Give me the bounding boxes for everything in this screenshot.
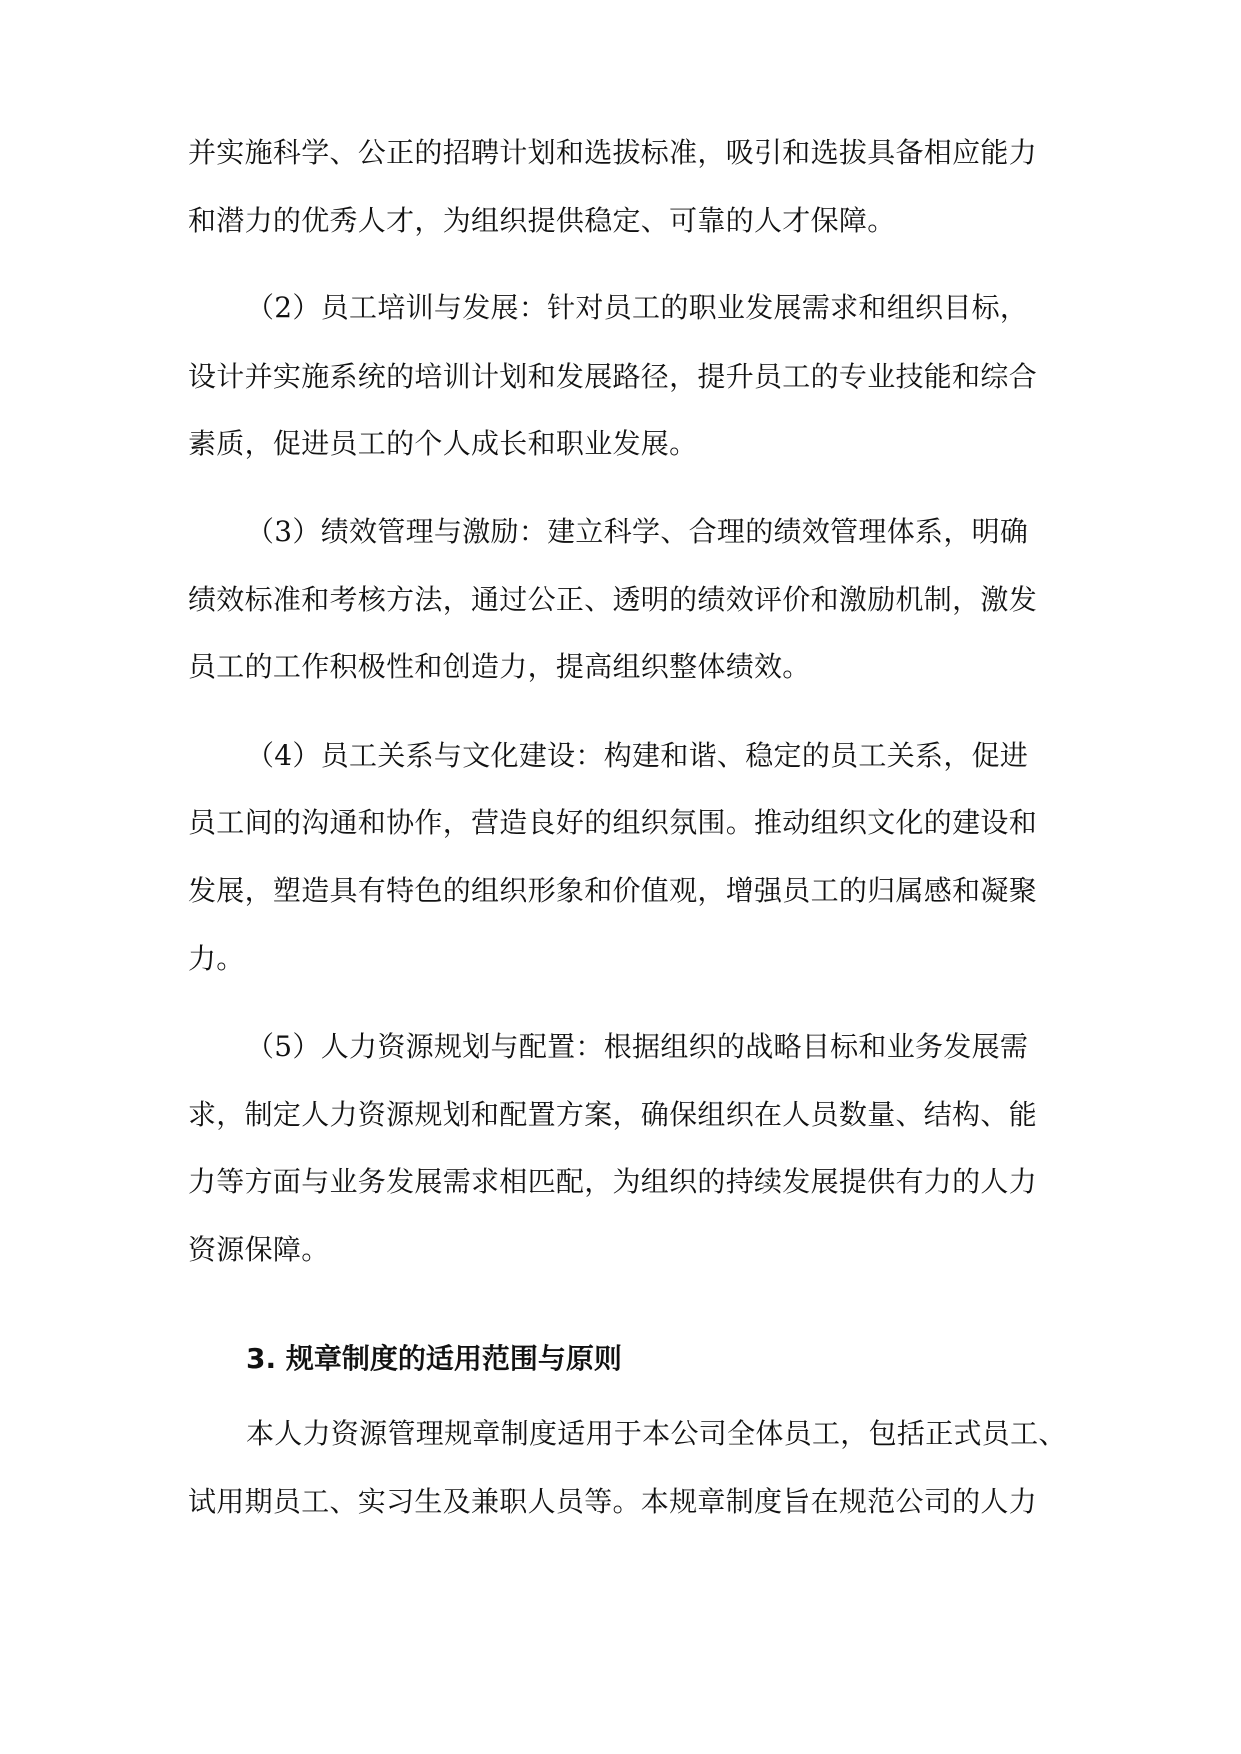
paragraph-line: （4）员工关系与文化建设：构建和谐、稳定的员工关系，促进 [246, 739, 1029, 772]
paragraph-line: 本人力资源管理规章制度适用于本公司全体员工，包括正式员工、 [246, 1417, 1067, 1450]
paragraph-line: 试用期员工、实习生及兼职人员等。本规章制度旨在规范公司的人力 [188, 1485, 1038, 1518]
paragraph-line: 设计并实施系统的培训计划和发展路径，提升员工的专业技能和综合 [188, 360, 1038, 393]
section-heading: 3. 规章制度的适用范围与原则 [246, 1342, 622, 1375]
paragraph-line: 求，制定人力资源规划和配置方案，确保组织在人员数量、结构、能 [188, 1098, 1038, 1131]
paragraph-line: 和潜力的优秀人才，为组织提供稳定、可靠的人才保障。 [188, 204, 896, 237]
paragraph-line: 素质，促进员工的个人成长和职业发展。 [188, 427, 698, 460]
paragraph-line: （5）人力资源规划与配置：根据组织的战略目标和业务发展需 [246, 1030, 1029, 1063]
paragraph-line: 力等方面与业务发展需求相匹配，为组织的持续发展提供有力的人力 [188, 1165, 1038, 1198]
paragraph-line: 并实施科学、公正的招聘计划和选拔标准，吸引和选拔具备相应能力 [188, 136, 1038, 169]
paragraph-line: 力。 [188, 942, 245, 975]
paragraph-line: （3）绩效管理与激励：建立科学、合理的绩效管理体系，明确 [246, 515, 1029, 548]
paragraph-line: （2）员工培训与发展：针对员工的职业发展需求和组织目标， [246, 291, 1029, 324]
paragraph-line: 绩效标准和考核方法，通过公正、透明的绩效评价和激励机制，激发 [188, 583, 1038, 616]
paragraph-line: 资源保障。 [188, 1233, 330, 1266]
paragraph-line: 员工间的沟通和协作，营造良好的组织氛围。推动组织文化的建设和 [188, 806, 1038, 839]
paragraph-line: 员工的工作积极性和创造力，提高组织整体绩效。 [188, 650, 811, 683]
paragraph-line: 发展，塑造具有特色的组织形象和价值观，增强员工的归属感和凝聚 [188, 874, 1038, 907]
